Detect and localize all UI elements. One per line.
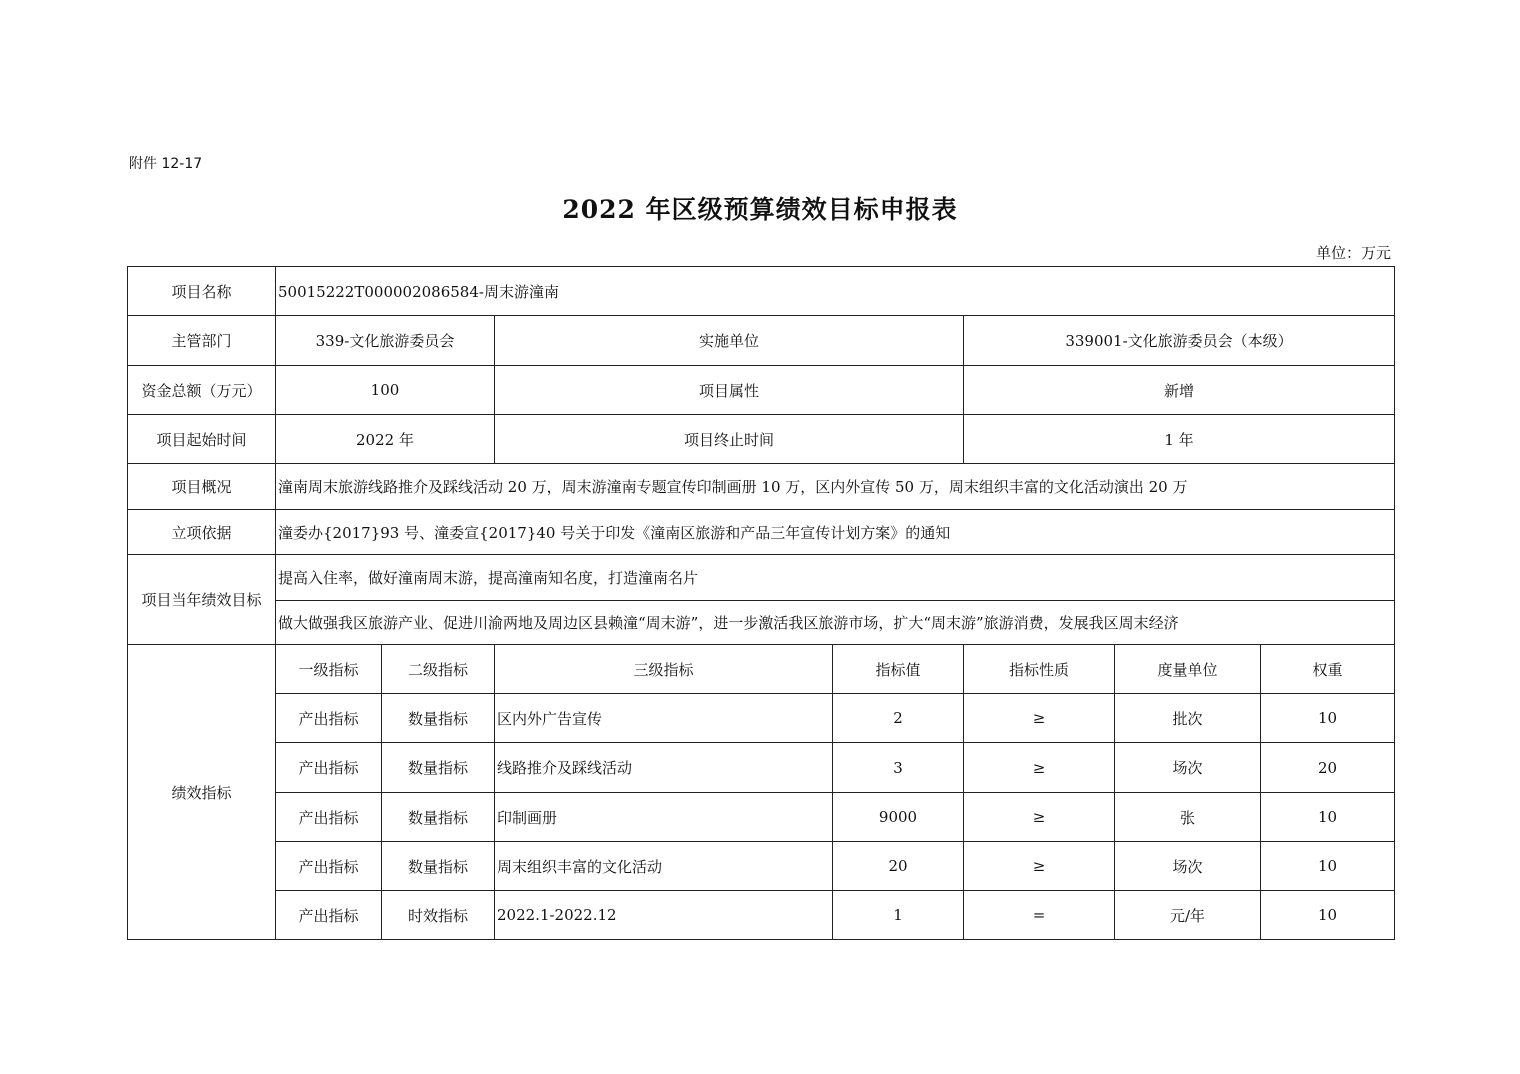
impl-unit-value: 339001-文化旅游委员会（本级） (964, 316, 1395, 366)
value-cell: 3 (833, 743, 964, 793)
level2-cell: 数量指标 (382, 694, 495, 743)
goals-label: 项目当年绩效目标 (128, 555, 276, 645)
nature-cell: ≥ (964, 743, 1115, 793)
level3-cell: 区内外广告宣传 (495, 694, 833, 743)
nature-cell: ≥ (964, 842, 1115, 891)
row-funds (128, 366, 1395, 415)
department-label: 主管部门 (128, 316, 276, 366)
unit-cell: 场次 (1115, 842, 1261, 891)
nature-cell: ≥ (964, 694, 1115, 743)
level2-cell: 数量指标 (382, 793, 495, 842)
level3-cell: 线路推介及踩线活动 (495, 743, 833, 793)
department-value: 339-文化旅游委员会 (276, 316, 495, 366)
weight-cell: 20 (1261, 743, 1395, 793)
weight-cell: 10 (1261, 891, 1395, 940)
level3-cell: 2022.1-2022.12 (495, 891, 833, 940)
indicator-header-row (128, 645, 1395, 694)
project-attr-value: 新增 (964, 366, 1395, 415)
page-title: 2022 年区级预算绩效目标申报表 (562, 195, 958, 224)
end-time-label: 项目终止时间 (495, 415, 964, 464)
unit-cell: 批次 (1115, 694, 1261, 743)
goal-item: 提高入住率，做好潼南周末游，提高潼南知名度，打造潼南名片 (276, 555, 1395, 601)
goal-item: 做大做强我区旅游产业、促进川渝两地及周边区县赖潼“周末游”，进一步激活我区旅游市场，扩大“周末游”旅游消费，发展我区周末经济 (276, 601, 1395, 645)
unit-note: 单位：万元 (1315, 244, 1391, 262)
indicator-row (128, 743, 1395, 793)
weight-cell: 10 (1261, 842, 1395, 891)
header-level3: 三级指标 (495, 645, 833, 694)
project-name-value: 50015222T000002086584-周末游潼南 (276, 267, 1395, 316)
value-cell: 2 (833, 694, 964, 743)
indicator-row (128, 842, 1395, 891)
header-value: 指标值 (833, 645, 964, 694)
overview-value: 潼南周末旅游线路推介及踩线活动 20 万，周末游潼南专题宣传印制画册 10 万，区内外宣传 50 万，周末组织丰富的文化活动演出 20 万 (276, 464, 1395, 510)
level2-cell: 数量指标 (382, 743, 495, 793)
project-name-label: 项目名称 (128, 267, 276, 316)
value-cell: 9000 (833, 793, 964, 842)
header-level2: 二级指标 (382, 645, 495, 694)
indicators-label: 绩效指标 (128, 645, 276, 940)
header-weight: 权重 (1261, 645, 1395, 694)
weight-cell: 10 (1261, 793, 1395, 842)
performance-target-form (127, 266, 1395, 940)
header-nature: 指标性质 (964, 645, 1115, 694)
level2-cell: 时效指标 (382, 891, 495, 940)
value-cell: 1 (833, 891, 964, 940)
row-time (128, 415, 1395, 464)
nature-cell: ≥ (964, 793, 1115, 842)
row-basis (128, 510, 1395, 555)
end-time-value: 1 年 (964, 415, 1395, 464)
level1-cell: 产出指标 (276, 743, 382, 793)
impl-unit-label: 实施单位 (495, 316, 964, 366)
start-time-value: 2022 年 (276, 415, 495, 464)
basis-value: 潼委办{2017}93 号、潼委宣{2017}40 号关于印发《潼南区旅游和产品三年宣传计划方案》的通知 (276, 510, 1395, 555)
row-project-name (128, 267, 1395, 316)
project-attr-label: 项目属性 (495, 366, 964, 415)
level1-cell: 产出指标 (276, 891, 382, 940)
start-time-label: 项目起始时间 (128, 415, 276, 464)
unit-cell: 元/年 (1115, 891, 1261, 940)
indicator-row (128, 891, 1395, 940)
value-cell: 20 (833, 842, 964, 891)
nature-cell: = (964, 891, 1115, 940)
unit-cell: 张 (1115, 793, 1261, 842)
total-funds-value: 100 (276, 366, 495, 415)
row-goal-2 (128, 601, 1395, 645)
level3-cell: 印制画册 (495, 793, 833, 842)
level1-cell: 产出指标 (276, 842, 382, 891)
unit-cell: 场次 (1115, 743, 1261, 793)
level3-cell: 周末组织丰富的文化活动 (495, 842, 833, 891)
basis-label: 立项依据 (128, 510, 276, 555)
level2-cell: 数量指标 (382, 842, 495, 891)
attachment-number: 附件 12-17 (129, 156, 203, 172)
indicator-row (128, 694, 1395, 743)
total-funds-label: 资金总额（万元） (128, 366, 276, 415)
indicator-row (128, 793, 1395, 842)
row-overview (128, 464, 1395, 510)
row-department (128, 316, 1395, 366)
weight-cell: 10 (1261, 694, 1395, 743)
header-level1: 一级指标 (276, 645, 382, 694)
level1-cell: 产出指标 (276, 694, 382, 743)
header-unit: 度量单位 (1115, 645, 1261, 694)
overview-label: 项目概况 (128, 464, 276, 510)
level1-cell: 产出指标 (276, 793, 382, 842)
row-goal-1 (128, 555, 1395, 601)
